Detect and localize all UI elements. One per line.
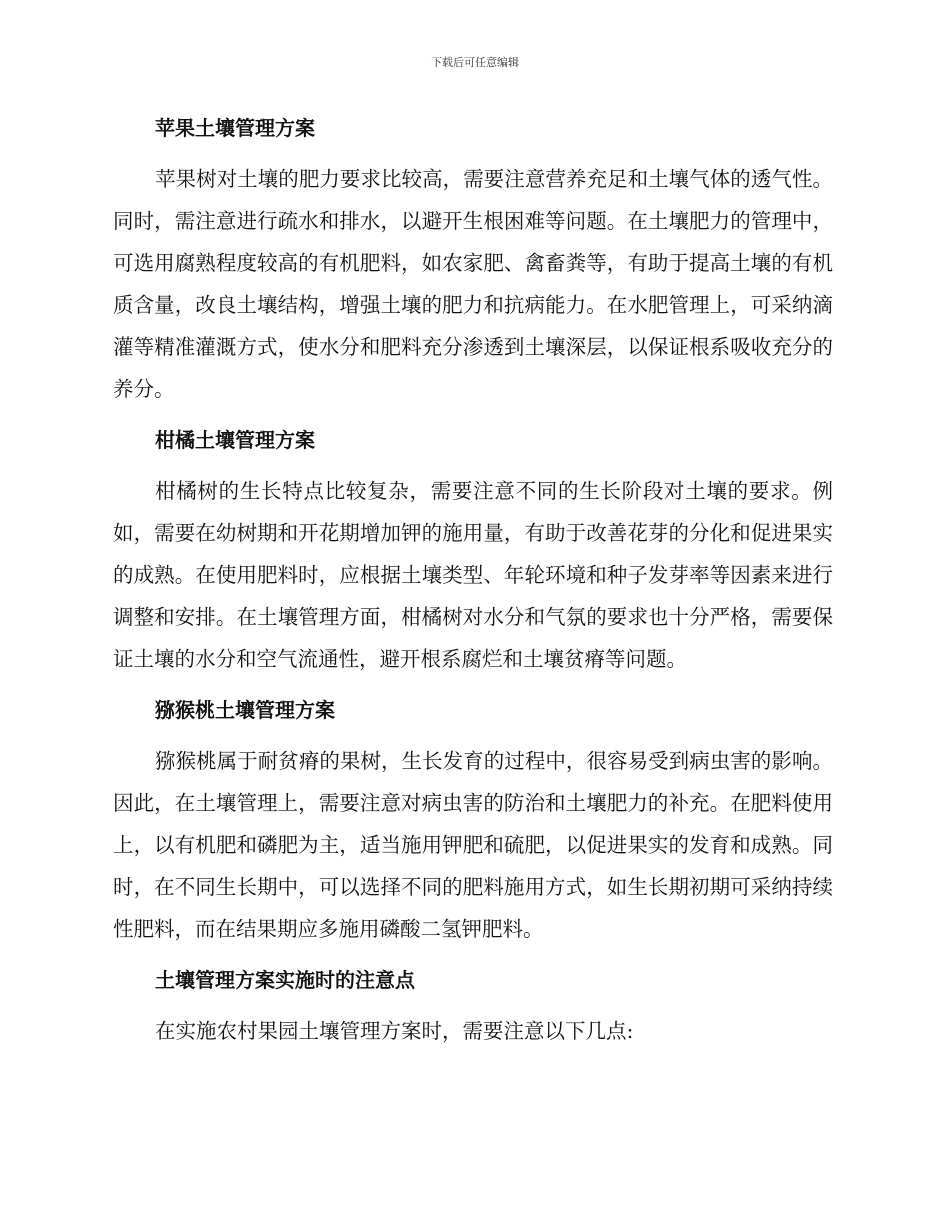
page-header: 下载后可任意编辑 xyxy=(431,56,519,69)
section-heading-apple: 苹果土壤管理方案 xyxy=(155,116,315,140)
section-heading-kiwi: 猕猴桃土壤管理方案 xyxy=(155,698,335,722)
section-paragraph-citrus: 柑橘树的生长特点比较复杂，需要注意不同的生长阶段对土壤的要求。例如，需要在幼树期和开花期增加钾的施用量，有助于改善花芽的分化和促进果实的成熟。在使用肥料时，应根据土壤类型、年轮环境和种子发芽率等因素来进行调整和安排。在土壤管理方面，柑橘树对水分和气氛的要求也十分严格，需要保证土壤的水分和空气流通性，避开根系腐烂和土壤贫瘠等问题。 xyxy=(113,479,833,671)
section-paragraph-apple: 苹果树对土壤的肥力要求比较高，需要注意营养充足和土壤气体的透气性。同时，需注意进行疏水和排水，以避开生根困难等问题。在土壤肥力的管理中，可选用腐熟程度较高的有机肥料，如农家肥、禽畜粪等，有助于提高土壤的有机质含量，改良土壤结构，增强土壤的肥力和抗病能力。在水肥管理上，可采纳滴灌等精准灌溉方式，使水分和肥料充分渗透到土壤深层，以保证根系吸收充分的养分。 xyxy=(113,167,833,401)
document-body xyxy=(113,108,833,1062)
section-heading-notes: 土壤管理方案实施时的注意点 xyxy=(155,968,415,992)
section-heading-citrus: 柑橘土壤管理方案 xyxy=(155,428,315,452)
section-paragraph-kiwi: 猕猴桃属于耐贫瘠的果树，生长发育的过程中，很容易受到病虫害的影响。因此，在土壤管理上，需要注意对病虫害的防治和土壤肥力的补充。在肥料使用上，以有机肥和磷肥为主，适当施用钾肥和硫肥，以促进果实的发育和成熟。同时，在不同生长期中，可以选择不同的肥料施用方式，如生长期初期可采纳持续性肥料，而在结果期应多施用磷酸二氢钾肥料。 xyxy=(113,749,833,941)
section-paragraph-notes: 在实施农村果园土壤管理方案时，需要注意以下几点: xyxy=(155,1019,634,1043)
